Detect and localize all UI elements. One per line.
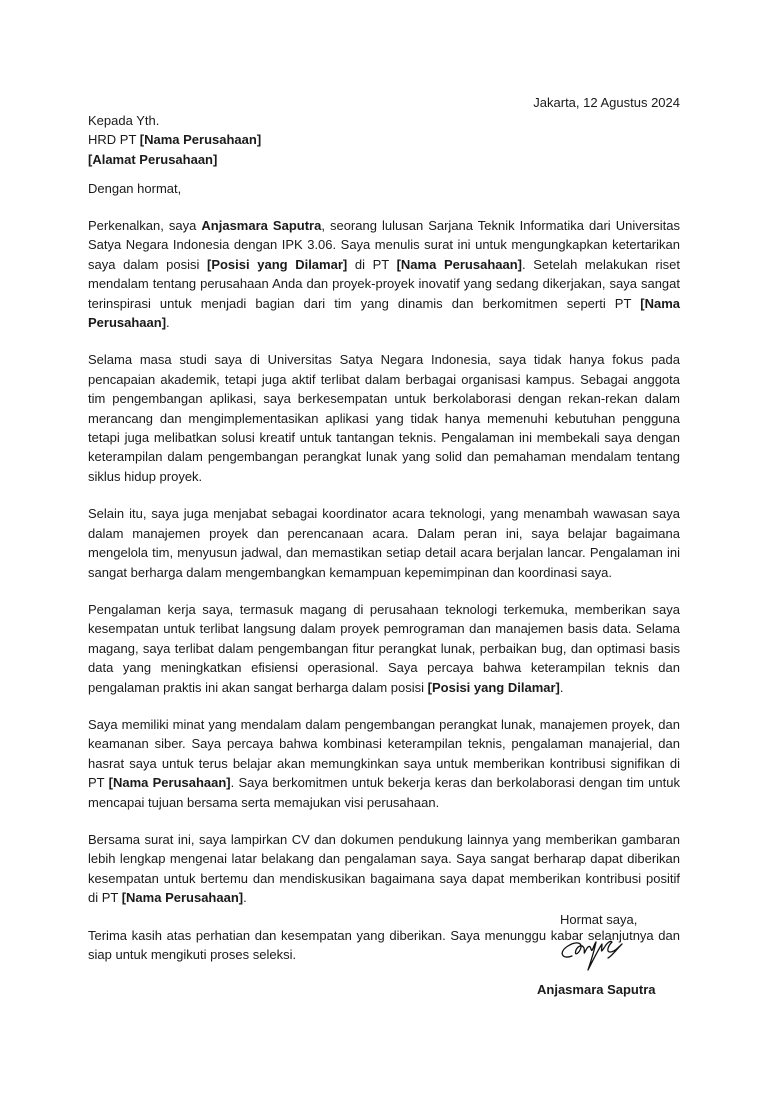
- company-placeholder: [Nama Perusahaan]: [108, 775, 231, 791]
- recipient-block: [88, 111, 261, 169]
- paragraph-interests: Saya memiliki minat yang mendalam dalam pengembangan perangkat lunak, manajemen proyek, dan keamanan siber. Saya percaya bahwa kombinasi keterampilan teknis, pengalaman manajerial, dan hasrat saya untuk terus belajar akan memungkinkan saya untuk memberikan kontribusi signifikan di PT [Nama Perusahaan]. Saya berkomitmen untuk bekerja keras dan berkolaborasi dengan tim untuk mencapai tujuan bersama serta memajukan visi perusahaan.: [88, 716, 680, 810]
- paragraph-introduction: Perkenalkan, saya Anjasmara Saputra, seorang lulusan Sarjana Teknik Informatika dari Universitas Satya Negara Indonesia dengan IPK 3.06. Saya menulis surat ini untuk mengungkapkan ketertarikan saya dalam posisi [Posisi yang Dilamar] di PT [Nama Perusahaan]. Setelah melakukan riset mendalam tentang perusahaan Anda dan proyek-proyek inovatif yang sedang dikerjakan, saya sangat terinspirasi untuk menjadi bagian dari tim yang dinamis dan berkomitmen seperti PT [Nama Perusahaan].: [88, 218, 681, 331]
- paragraph-attachments: Bersama surat ini, saya lampirkan CV dan dokumen pendukung lainnya yang memberikan gambaran lebih lengkap mengenai latar belakang dan pengalaman saya. Saya sangat berharap dapat diberikan kesempatan untuk bertemu dan mendiskusikan bagaimana saya dapat memberikan kontribusi positif di PT [Nama Perusahaan].: [88, 831, 680, 906]
- closing-phrase: Hormat saya,: [560, 912, 638, 927]
- position-placeholder: [Posisi yang Dilamar]: [206, 256, 348, 272]
- recipient-company-line: HRD PT [Nama Perusahaan]: [88, 132, 262, 148]
- letter-date: Jakarta, 12 Agustus 2024: [533, 95, 680, 110]
- letter-body: [88, 216, 680, 964]
- signatory-name: Anjasmara Saputra: [537, 982, 656, 997]
- paragraph-work-experience: Pengalaman kerja saya, termasuk magang di perusahaan teknologi terkemuka, memberikan saya kesempatan untuk terlibat langsung dalam proyek pemrograman dan manajemen basis data. Selama magang, saya terlibat dalam pengembangan fitur perangkat lunak, perbaikan bug, dan optimasi basis data yang meningkatkan efisiensi operasional. Saya percaya bahwa keterampilan teknis dan pengalaman praktis ini akan sangat berharga dalam posisi [Posisi yang Dilamar].: [88, 601, 680, 695]
- recipient-greeting: Kepada Yth.: [88, 113, 160, 128]
- paragraph-thanks: Terima kasih atas perhatian dan kesempatan yang diberikan. Saya menunggu kabar selanjutnya dan siap untuk mengikuti proses seleksi.: [88, 927, 680, 962]
- applicant-name: Anjasmara Saputra: [201, 218, 322, 233]
- company-placeholder: [Nama Perusahaan]: [396, 256, 522, 272]
- salutation: Dengan hormat,: [88, 181, 182, 196]
- paragraph-coordinator: Selain itu, saya juga menjabat sebagai koordinator acara teknologi, yang menambah wawasan saya dalam manajemen proyek dan perencanaan acara. Dalam peran ini, saya belajar bagaimana mengelola tim, menyusun jadwal, dan memastikan setiap detail acara berjalan lancar. Pengalaman ini sangat berharga dalam mengembangkan kemampuan kepemimpinan dan koordinasi saya.: [88, 506, 680, 580]
- company-placeholder: [Nama Perusahaan]: [121, 890, 244, 906]
- company-placeholder: [Nama Perusahaan]: [139, 132, 262, 148]
- company-placeholder: [Nama Perusahaan]: [88, 295, 680, 331]
- position-placeholder: [Posisi yang Dilamar]: [427, 679, 560, 695]
- recipient-address: [Alamat Perusahaan]: [88, 151, 218, 167]
- signature-icon: [556, 926, 636, 974]
- paragraph-education: Selama masa studi saya di Universitas Satya Negara Indonesia, saya tidak hanya fokus pada pencapaian akademik, tetapi juga aktif terlibat dalam berbagai organisasi kampus. Sebagai anggota tim pengembangan aplikasi, saya berkesempatan untuk berkolaborasi dengan rekan-rekan dalam merancang dan mengimplementasikan aplikasi yang tidak hanya memenuhi kebutuhan pengguna tetapi juga melibatkan solusi kreatif untuk tantangan teknis. Pengalaman ini membekali saya dengan keterampilan dalam pengembangan perangkat lunak yang solid dan pemahaman mendalam tentang siklus hidup proyek.: [88, 352, 680, 484]
